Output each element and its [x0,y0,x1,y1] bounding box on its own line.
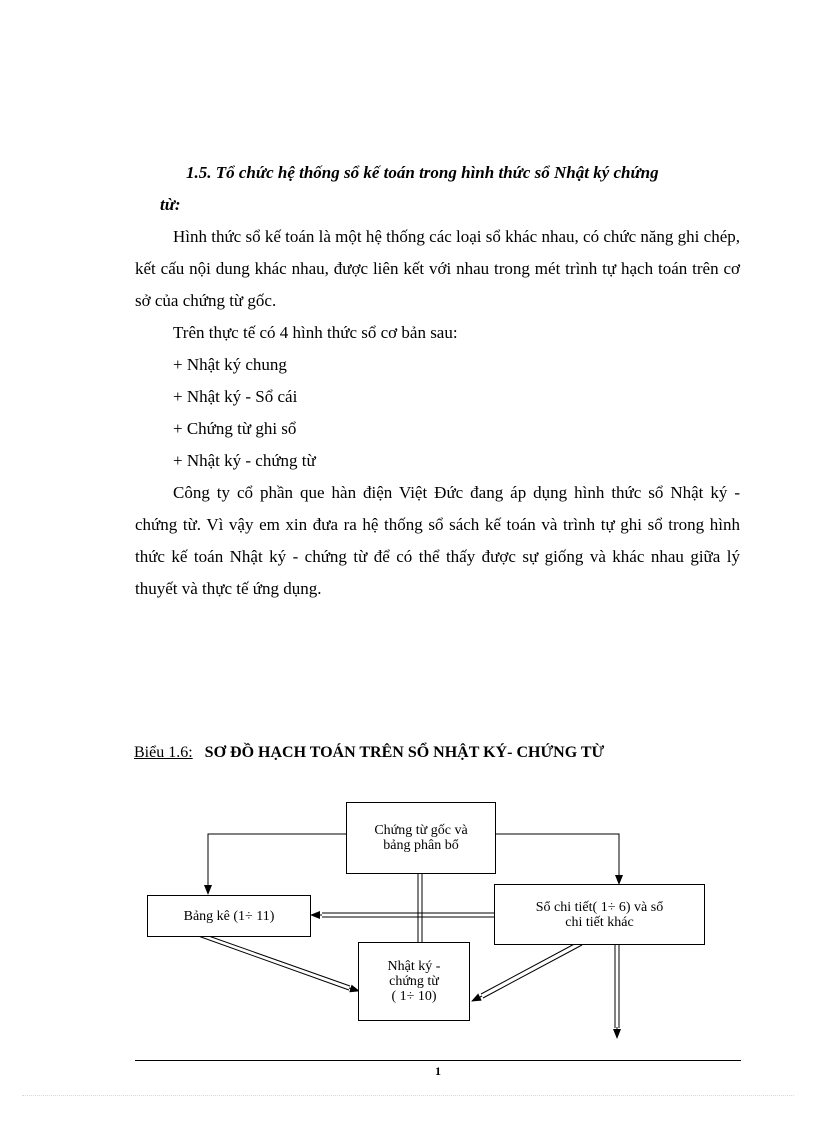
footer-rule [135,1060,741,1061]
caption-title: SƠ ĐỒ HẠCH TOÁN TRÊN SỔ NHẬT KÝ- CHỨNG TỪ [204,744,605,761]
section-title-line1: Tổ chức hệ thống sổ kế toán trong hình thức sổ Nhật ký chứng [215,163,659,182]
arrow-detail-to-listing [311,913,495,917]
arrow-detail-to-journal [472,941,582,1001]
section-title-line2: từ: [160,195,181,214]
page-number: 1 [435,1064,441,1078]
box-listing: Bảng kê (1÷ 11) [147,895,311,937]
list-item: + Nhật ký - chứng từ [173,451,316,470]
list-item: + Nhật ký chung [173,355,287,374]
arrow-source-to-detail [495,834,619,884]
box-detail-books: Sổ chi tiết( 1÷ 6) và sổ chi tiết khác [494,884,705,945]
box-journal: Nhật ký - chứng từ ( 1÷ 10) [358,942,470,1021]
paragraph-forms: Trên thực tế có 4 hình thức sổ cơ bản sau: [173,323,458,342]
box-source-documents: Chứng từ gốc và bảng phân bổ [346,802,496,874]
paragraph-intro: Hình thức sổ kế toán là một hệ thống các loại sổ khác nhau, có chức năng ghi chép, kết cấu nội dung khác nhau, được liên kết với nhau trong mét trình tự hạch toán trên cơ sở của chứng từ gốc. [135,227,740,310]
page-edge-divider [22,1095,794,1096]
list-item: + Nhật ký - Sổ cái [173,387,298,406]
section-number: 1.5. [186,163,212,182]
caption-label: Biểu 1.6: [134,744,193,761]
arrow-detail-down [615,945,619,1038]
arrow-source-to-listing [208,834,346,894]
arrow-listing-to-journal [186,928,359,991]
list-item: + Chứng từ ghi sổ [173,419,297,438]
paragraph-company: Công ty cổ phần que hàn điện Việt Đức đang áp dụng hình thức sổ Nhật ký - chứng từ. Vì vậy em xin đưa ra hệ thống sổ sách kế toán và trình tự ghi sổ trong hình thức kế toán Nhật ký - chứng từ để có thể thấy được sự giống và khác nhau giữa lý thuyết và thực tế ứng dụng. [135,483,740,598]
